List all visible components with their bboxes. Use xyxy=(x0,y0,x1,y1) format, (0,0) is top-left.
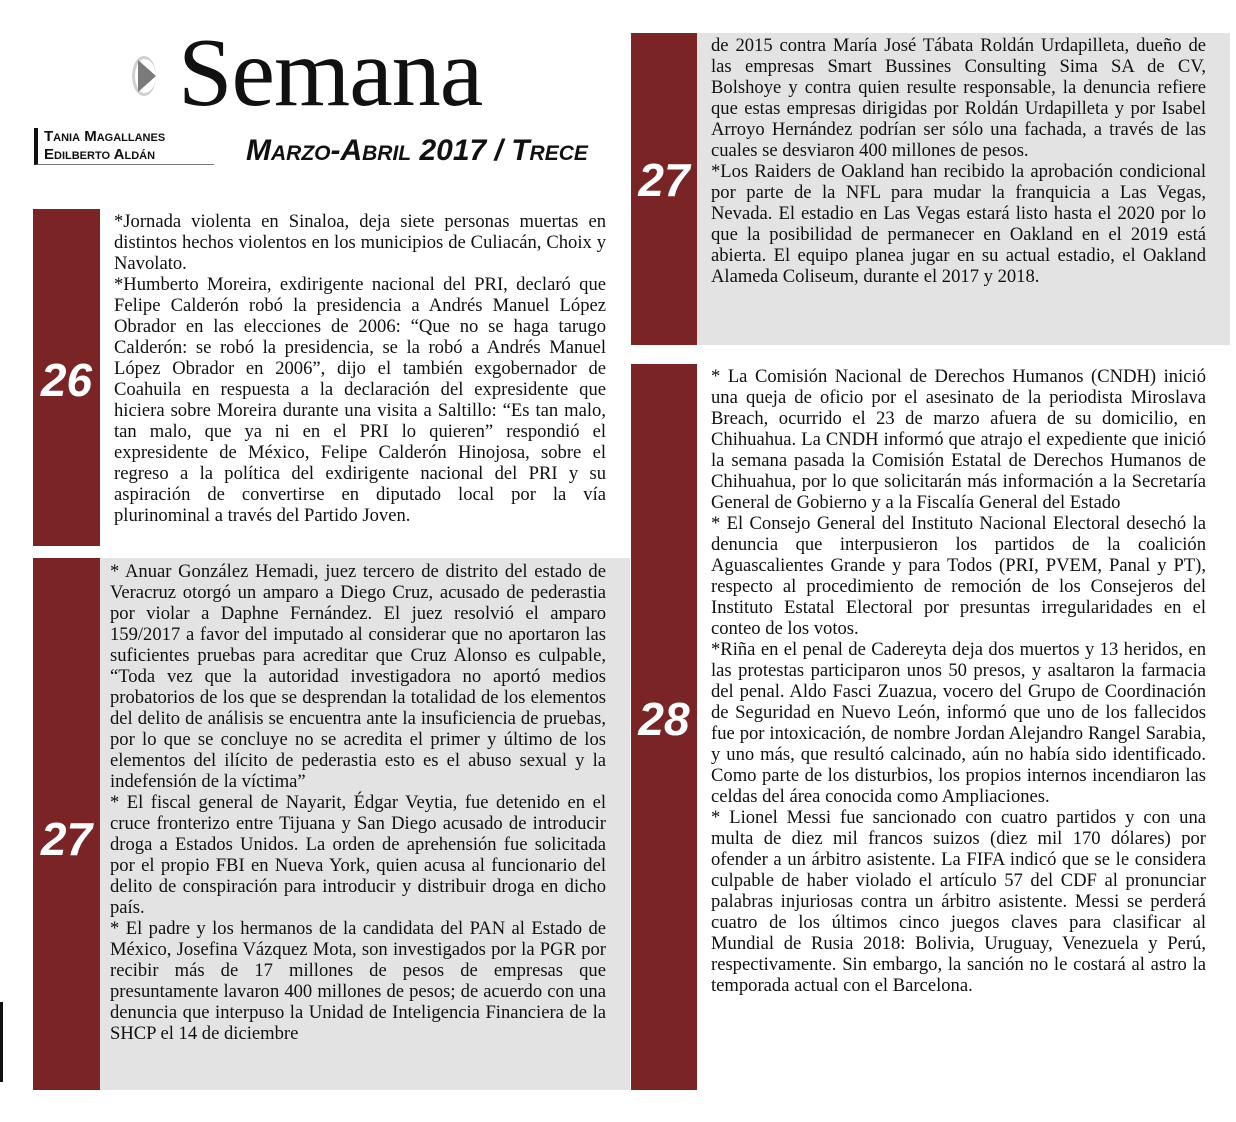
day-27-right-item-1: de 2015 contra María José Tábata Roldán Urdapilleta, dueño de las empresas Smart Bussines Consulting Sima SA de CV, Bolshoye y contra quien resulte responsable, la denuncia refiere que estas empresas dirigidas por Roldán Urdapilleta y por Isabel Arroyo Hernández podrían ser sólo una fachada, a través de las cuales se desviaron 400 millones de pesos. xyxy=(711,35,1206,161)
day-28-item-4: * Lionel Messi fue sancionado con cuatro partidos y con una multa de diez mil francos suizos (diez mil 170 dólares) por ofender a un árbitro asistente. La FIFA indicó que se le considera culpable de haber violado el artículo 57 del CDF al pronunciar palabras injuriosas contra un árbitro asistente. Messi se perderá cuatro de los últimos cinco juegos claves para clasificar al Mundial de Rusia 2018: Bolivia, Uruguay, Venezuela y Perú, respectivamente. Sin embargo, la sanción no le costará al astro la temporada actual con el Barcelona. xyxy=(711,807,1206,996)
day-27-left-number: 27 xyxy=(40,813,93,865)
day-26-item-1: *Jornada violenta en Sinaloa, deja siete personas muertas en distintos hechos violentos en los municipios de Culiacán, Choix y Navolato. xyxy=(114,211,606,274)
day-27-left-text xyxy=(110,561,606,1044)
day-27-right-text xyxy=(711,35,1206,287)
day-28-item-2: * El Consejo General del Instituto Nacional Electoral desechó la denuncia que interpusieron los partidos de la coalición Aguascalientes Grande y para Todos (PRI, PVEM, Panal y PT), respecto al procedimiento de remoción de los Consejeros del Instituto Estatal Electoral por presuntas irregularidades en el conteo de los votos. xyxy=(711,513,1206,639)
day-26-bar xyxy=(33,209,100,546)
day-27-left-item-3: * El padre y los hermanos de la candidata del PAN al Estado de México, Josefina Vázquez Mota, son investigados por la PGR por recibir más de 17 millones de pesos de empresas que presuntamente lavaron 400 millones de pesos; de acuerdo con una denuncia que interpuso la Unidad de Inteligencia Financiera de la SHCP el 14 de diciembre xyxy=(110,918,606,1044)
author-1: Tania Magallanes xyxy=(44,128,166,145)
day-28-text xyxy=(711,366,1206,996)
day-27-right-number: 27 xyxy=(638,154,690,206)
day-27-right-item-2: *Los Raiders de Oakland han recibido la aprobación condicional por parte de la NFL para mudar la franquicia a Las Vegas, Nevada. El estadio en Las Vegas estará listo hasta el 2020 por lo que la posibilidad de permanecer en Oakland en el 2019 está abierta. El equipo planea jugar en su actual estadio, el Oakland Alameda Coliseum, durante el 2017 y 2018. xyxy=(711,161,1206,287)
issue-date: Marzo-Abril 2017 / Trece xyxy=(246,134,588,167)
day-28-number: 28 xyxy=(638,693,690,745)
day-28-bar xyxy=(631,364,697,1090)
section-title: Semana xyxy=(178,19,483,127)
day-27-left-item-2: * El fiscal general de Nayarit, Édgar Veytia, fue detenido en el cruce fronterizo entre Tijuana y San Diego acusado de introducir droga a Estados Unidos. La orden de aprehensión fue solicitada por el propio FBI en Nueva York, quien acusa al funcionario del delito de conspiración para introducir y distribuir droga en dicho país. xyxy=(110,792,606,918)
day-26-text xyxy=(114,211,606,526)
title-bullet-icon xyxy=(138,60,156,92)
author-2: Edilberto Aldán xyxy=(44,146,156,163)
day-27-left-item-1: * Anuar González Hemadi, juez tercero de distrito del estado de Veracruz otorgó un amparo a Diego Cruz, acusado de pederastia por violar a Daphne Fernández. El juez resolvió el amparo 159/2017 a favor del imputado al considerar que no aportaron las suficientes pruebas para acreditar que Cruz Alonso es culpable, “Toda vez que la autoridad investigadora no aportó medios probatorios de los que se desprendan la totalidad de los elementos del delito de análisis se encuentra ante la insuficiencia de pruebas, por lo que se concluye no se acredita el primer y último de los elementos del ilícito de pederastia esto es el abuso sexual y la indefensión de la víctima” xyxy=(110,561,606,792)
page-edge-rule xyxy=(0,1002,3,1082)
day-27-left-bar xyxy=(33,558,100,1090)
day-28-item-3: *Riña en el penal de Cadereyta deja dos muertos y 13 heridos, en las protestas participaron unos 50 presos, y asaltaron la farmacia del penal. Aldo Fasci Zuazua, vocero del Grupo de Coordinación de Seguridad en Nuevo León, informó que uno de los fallecidos fue por intoxicación, de nombre Jordan Alejandro Rangel Sarabia, y uno más, que resultó calcinado, aún no había sido identificado. Como parte de los disturbios, los propios internos incendiaron las celdas del área conocida como Ampliaciones. xyxy=(711,639,1206,807)
day-26-item-2: *Humberto Moreira, exdirigente nacional del PRI, declaró que Felipe Calderón robó la presidencia a Andrés Manuel López Obrador en las elecciones de 2006: “Que no se haga tarugo Calderón: se robó la presidencia, se la robó a Andrés Manuel López Obrador en 2006”, dijo el también exgobernador de Coahuila en respuesta a la declaración del expresidente que hiciera sobre Moreira durante una visita a Saltillo: “Es tan malo, tan malo, que ya ni en el PRI lo quieren” respondió el expresidente de México, Felipe Calderón Hinojosa, sobre el regreso a la política del exdirigente nacional del PRI y su aspiración de convertirse en diputado local por la vía plurinominal a través del Partido Joven. xyxy=(114,274,606,526)
day-26-number: 26 xyxy=(40,354,93,406)
day-28-item-1: * La Comisión Nacional de Derechos Humanos (CNDH) inició una queja de oficio por el asesinato de la periodista Miroslava Breach, ocurrido el 23 de marzo afuera de su domicilio, en Chihuahua. La CNDH informó que atrajo el expediente que inició la semana pasada la Comisión Estatal de Derechos Humanos de Chihuahua, por lo que solicitarán más información a la Secretaría General de Gobierno y a la Fiscalía General del Estado xyxy=(711,366,1206,513)
day-27-right-bar xyxy=(631,33,697,345)
